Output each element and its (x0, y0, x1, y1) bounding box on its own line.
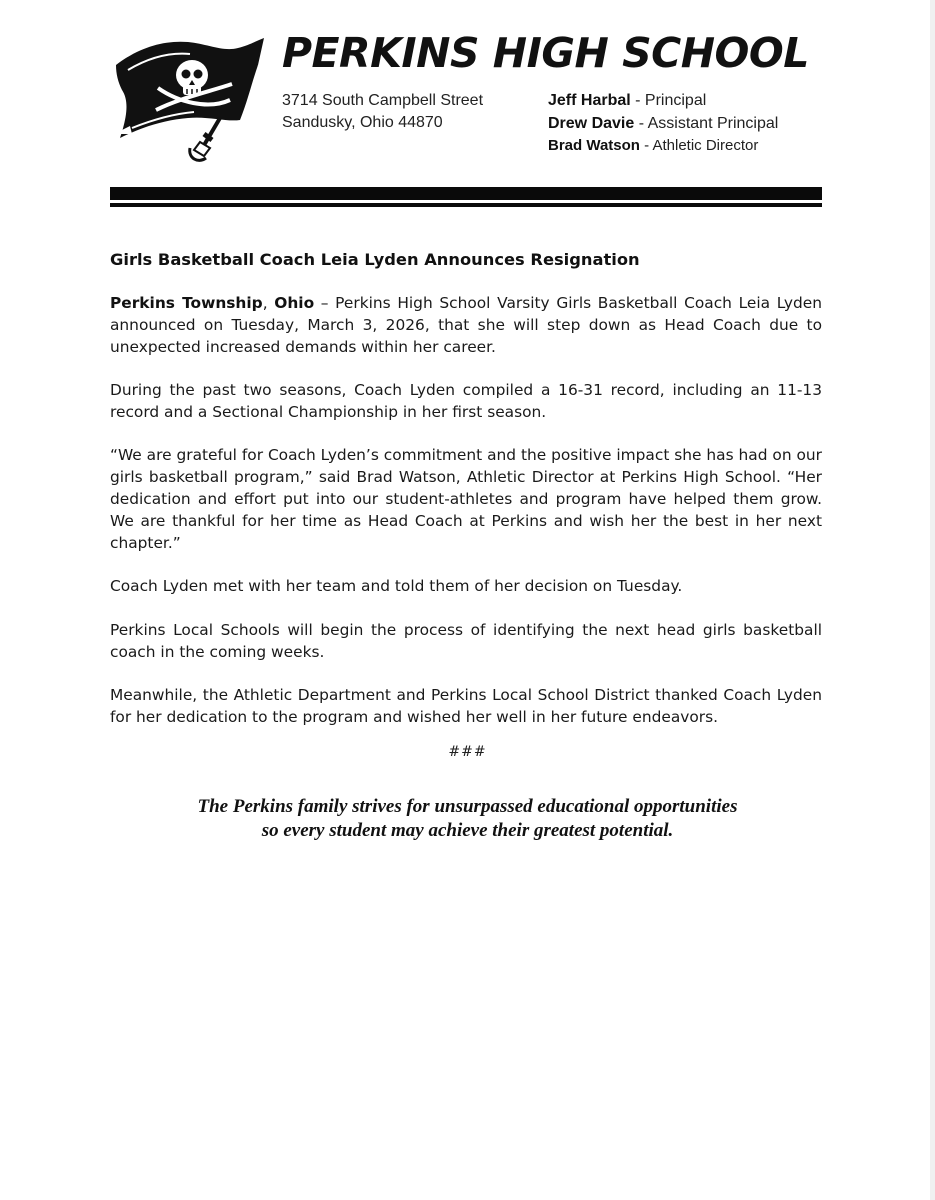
school-motto (0, 795, 935, 843)
dateline-state: Ohio (274, 294, 315, 312)
address-city: Sandusky, Ohio 44870 (282, 114, 443, 131)
paragraph-text: – Perkins High School Varsity Girls Basketball Coach Leia Lyden announced on Tuesday, March 3, 2026, that she will step down as Head Coach due to unexpected increased demands within her career. (110, 294, 822, 356)
divider-thick-line (110, 187, 822, 200)
motto-line: so every student may achieve their greatest potential. (261, 820, 674, 841)
admin-title: Assistant Principal (647, 114, 779, 132)
dateline-comma: , (262, 294, 275, 312)
school-address (282, 90, 483, 134)
admin-assistant-principal (548, 113, 778, 136)
admin-name: Drew Davie (548, 114, 635, 132)
end-of-release-mark: ### (448, 744, 487, 760)
article-paragraph: Meanwhile, the Athletic Department and Perkins Local School District thanked Coach Lyden for her dedication to the program and wished her well in her future endeavors. (110, 686, 822, 726)
article-quote-paragraph: “We are grateful for Coach Lyden’s commitment and the positive impact she has had on our girls basketball program,” said Brad Watson, Athletic Director at Perkins High School. “Her dedication and effort put into our student-athletes and program have helped them grow. We are thankful for her time as Head Coach at Perkins and wish her the best in her next chapter.” (110, 446, 822, 552)
admin-principal (548, 90, 778, 113)
admin-separator: - (630, 92, 645, 109)
article-paragraph: Coach Lyden met with her team and told them of her decision on Tuesday. (110, 577, 683, 595)
pirate-flag-logo-icon (108, 30, 268, 165)
motto-line: The Perkins family strives for unsurpassed educational opportunities (197, 796, 738, 817)
admin-athletic-director (548, 135, 778, 158)
admin-name: Jeff Harbal (548, 92, 631, 109)
page-edge-shadow (930, 0, 935, 1200)
divider-thin-line (110, 203, 822, 207)
article-paragraph (110, 292, 822, 358)
school-name: PERKINS HIGH SCHOOL (282, 29, 809, 77)
address-street: 3714 South Campbell Street (282, 92, 484, 109)
admin-title: Principal (644, 92, 707, 109)
article-paragraph: Perkins Local Schools will begin the process of identifying the next head girls basketball coach in the coming weeks. (110, 621, 822, 661)
article-paragraph: During the past two seasons, Coach Lyden compiled a 16-31 record, including an 11-13 record and a Sectional Championship in her first season. (110, 381, 822, 421)
article-headline: Girls Basketball Coach Leia Lyden Announces Resignation (110, 250, 640, 269)
admin-separator: - (639, 137, 653, 154)
admin-separator: - (634, 114, 648, 132)
administrator-list (548, 90, 778, 158)
admin-title: Athletic Director (652, 137, 759, 154)
admin-name: Brad Watson (548, 137, 640, 154)
dateline-place: Perkins Township (110, 294, 263, 312)
header-divider (110, 187, 822, 209)
